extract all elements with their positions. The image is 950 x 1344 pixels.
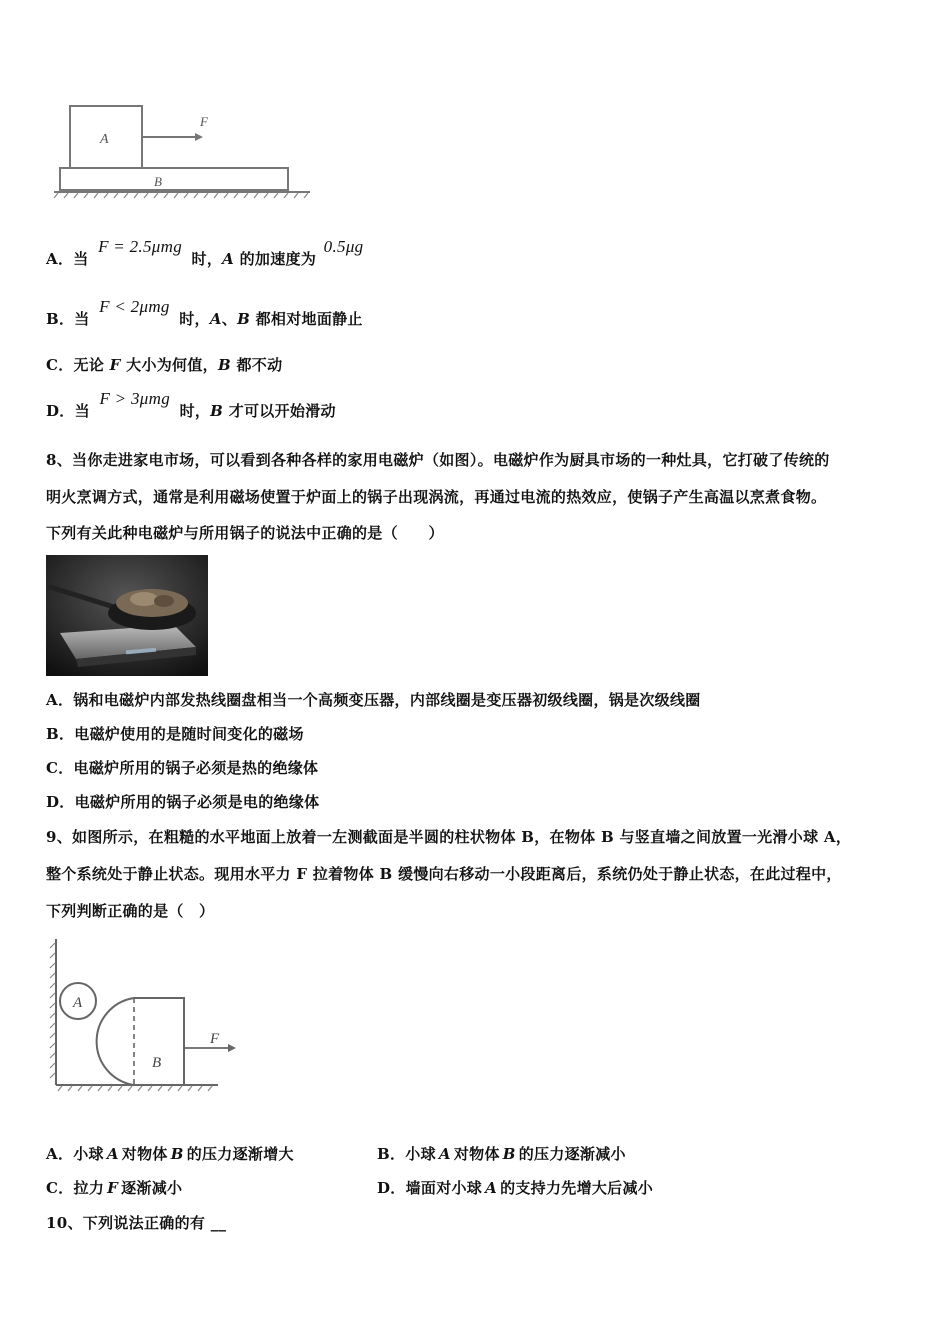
ground-hatch — [54, 193, 308, 198]
q7-option-b: B．当 F < 2μmg 时，A、B 都相对地面静止 — [46, 297, 363, 328]
q10-stem: 10、下列说法正确的有 __ — [46, 1214, 227, 1232]
q8-option-a: A．锅和电磁炉内部发热线圈盘相当一个高频变压器，内部线圈是变压器初级线圈，锅是次级线圈 — [46, 691, 701, 709]
q7-option-a-condition: F = 2.5μmg — [98, 237, 182, 256]
label-b: B — [154, 174, 162, 189]
floor-hatch — [58, 1086, 212, 1091]
q9-option-c: C．拉力 F 逐渐减小 — [46, 1179, 183, 1197]
label-a: A — [100, 132, 109, 147]
cylinder-b — [97, 998, 184, 1085]
force-arrowhead — [195, 133, 203, 141]
wall-hatch — [50, 943, 55, 1078]
block-on-plank-figure — [50, 98, 320, 203]
ball-wall-cylinder-figure — [46, 935, 246, 1095]
q8-stem-line-1: 8、当你走进家电市场，可以看到各种各样的家用电磁炉（如图）。电磁炉作为厨具市场的一种灶具，它打破了传统的 — [46, 451, 830, 469]
q7-option-c: C．无论 F 大小为何值，B 都不动 — [46, 356, 283, 374]
force-arrowhead — [228, 1044, 236, 1052]
label-b: B — [152, 1055, 162, 1071]
q8-option-b: B．电磁炉使用的是随时间变化的磁场 — [46, 725, 304, 743]
q7-option-a-acceleration: 0.5μg — [323, 237, 364, 256]
label-a: A — [73, 995, 83, 1011]
induction-cooker-photo — [46, 555, 208, 676]
q9-stem-line-1: 9、如图所示，在粗糙的水平地面上放着一左测截面是半圆的柱状物体 B，在物体 B 与竖直墙之间放置一光滑小球 A， — [46, 828, 852, 846]
q7-option-b-condition: F < 2μmg — [99, 297, 170, 316]
label-f: F — [210, 1031, 220, 1047]
q7-option-d: D．当 F > 3μmg 时，B 才可以开始滑动 — [46, 389, 336, 420]
q9-stem-line-2: 整个系统处于静止状态。现用水平力 F 拉着物体 B 缓慢向右移动一小段距离后，系统仍处于静止状态，在此过程中， — [46, 865, 842, 883]
q8-stem-line-2: 明火烹调方式，通常是利用磁场使置于炉面上的锅子出现涡流，再通过电流的热效应，使锅子产生高温以烹煮食物。 — [46, 488, 827, 506]
q9-option-d: D．墙面对小球 A 的支持力先增大后减小 — [377, 1179, 654, 1197]
q9-option-a: A．小球 A 对物体 B 的压力逐渐增大 — [46, 1145, 294, 1163]
q9-stem-line-3: 下列判断正确的是（ ） — [46, 902, 215, 920]
q7-option-a: A．当 F = 2.5μmg 时，A 的加速度为 0.5μg — [46, 237, 364, 268]
label-f: F — [200, 114, 208, 129]
q8-option-d: D．电磁炉所用的锅子必须是电的绝缘体 — [46, 793, 320, 811]
q8-option-c: C．电磁炉所用的锅子必须是热的绝缘体 — [46, 759, 319, 777]
q8-stem-line-3: 下列有关此种电磁炉与所用锅子的说法中正确的是（ ） — [46, 524, 444, 542]
q7-option-d-condition: F > 3μmg — [99, 389, 171, 408]
plank-b — [60, 168, 288, 190]
q9-option-b: B．小球 A 对物体 B 的压力逐渐减小 — [377, 1145, 626, 1163]
